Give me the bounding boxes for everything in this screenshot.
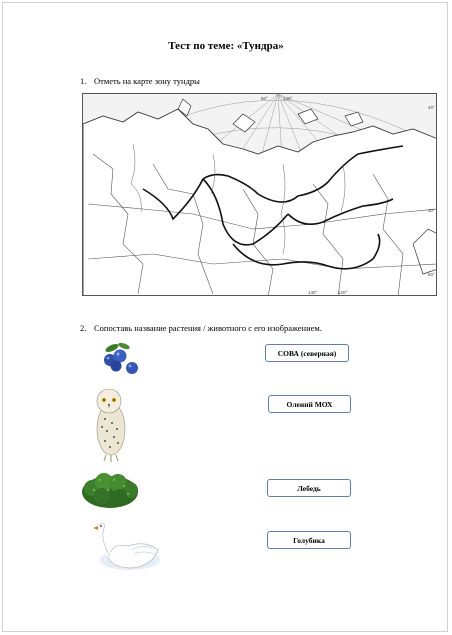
map-tick: 40° [428, 105, 435, 110]
reindeer-moss-image[interactable] [80, 470, 140, 515]
snowy-owl-image[interactable] [90, 385, 132, 470]
question-2-text: Сопоставь название растения / животного с его изображением. [94, 323, 322, 333]
blueberry-image[interactable] [98, 340, 142, 381]
map-tick: 60° [261, 96, 268, 101]
page-title: Тест по теме: «Тундра» [168, 40, 284, 52]
label-owl-button[interactable]: СОВА (северная) [265, 344, 349, 362]
question-1-text: Отметь на карте зону тундры [94, 76, 200, 86]
question-1-number: 1. [80, 76, 87, 86]
map-tick: 120° [338, 290, 348, 295]
map-tick: 30° [428, 208, 435, 213]
question-2-number: 2. [80, 323, 87, 333]
label-blueberry-button[interactable]: Голубика [267, 531, 351, 549]
map-tick: 140° [283, 96, 293, 101]
question-2 [80, 323, 322, 333]
map-tick: 140° [308, 290, 318, 295]
swan-image[interactable] [92, 520, 164, 579]
label-swan-button[interactable]: Лебедь [267, 479, 351, 497]
map-tick: 60° [428, 272, 435, 277]
question-1 [80, 76, 200, 86]
label-reindeer-moss-button[interactable]: Олений МОХ [268, 395, 351, 413]
russia-outline-map[interactable] [82, 93, 437, 296]
